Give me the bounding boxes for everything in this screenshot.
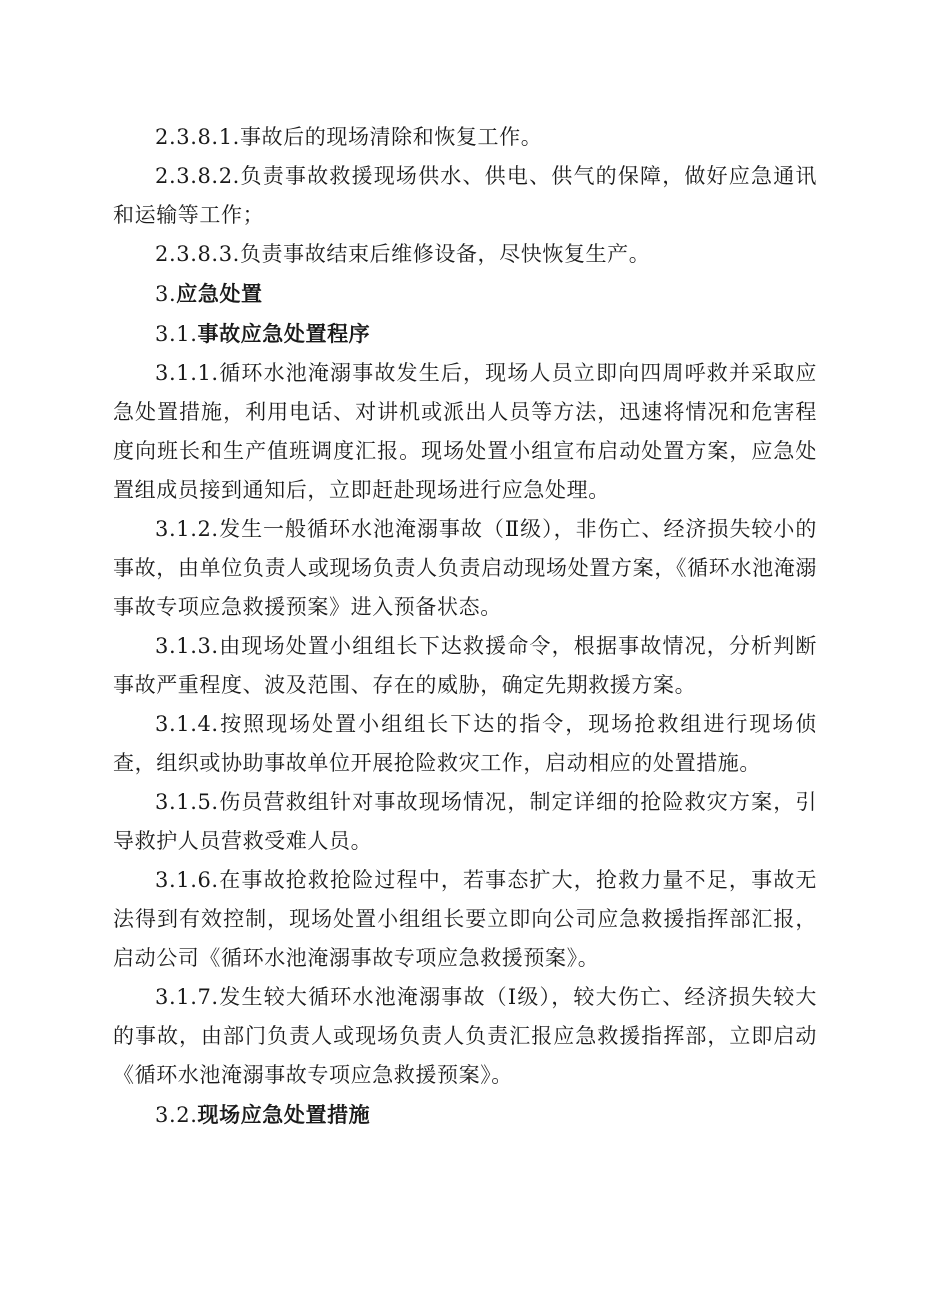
section-title: 事故应急处置程序 [197, 321, 371, 346]
paragraph-3-1-2: 3.1.2.发生一般循环水池淹溺事故（Ⅱ级），非伤亡、经济损失较小的事故，由单位负责人或现场负责人负责启动现场处置方案，《循环水池淹溺事故专项应急救援预案》进入预备状态。 [113, 517, 817, 619]
document-body [113, 118, 817, 1135]
paragraph-2-3-8-3: 2.3.8.3.负责事故结束后维修设备，尽快恢复生产。 [155, 242, 651, 266]
section-heading-3 [113, 274, 817, 314]
section-number: 3. [155, 282, 177, 306]
section-number: 3.2. [155, 1103, 198, 1127]
section-number: 3.1. [155, 322, 198, 346]
paragraph-3-1-7: 3.1.7.发生较大循环水池淹溺事故（Ⅰ级），较大伤亡、经济损失较大的事故，由部门负责人或现场负责人负责汇报应急救援指挥部，立即启动《循环水池淹溺事故专项应急救援预案》。 [113, 985, 817, 1087]
paragraph-3-1-4: 3.1.4.按照现场处置小组组长下达的指令，现场抢救组进行现场侦查，组织或协助事故单位开展抢险救灾工作，启动相应的处置措施。 [113, 712, 817, 775]
section-heading-3-2 [113, 1095, 817, 1135]
section-title: 应急处置 [176, 281, 263, 306]
section-heading-3-1 [113, 314, 817, 354]
paragraph-3-1-6: 3.1.6.在事故抢救抢险过程中，若事态扩大，抢救力量不足，事故无法得到有效控制，现场处置小组组长要立即向公司应急救援指挥部汇报，启动公司《循环水池淹溺事故专项应急救援预案》。 [113, 868, 817, 970]
paragraph-3-1-3: 3.1.3.由现场处置小组组长下达救援命令，根据事故情况，分析判断事故严重程度、波及范围、存在的威胁，确定先期救援方案。 [113, 634, 817, 697]
paragraph-3-1-5: 3.1.5.伤员营救组针对事故现场情况，制定详细的抢险救灾方案，引导救护人员营救受难人员。 [113, 790, 817, 853]
paragraph-2-3-8-1: 2.3.8.1.事故后的现场清除和恢复工作。 [155, 125, 543, 149]
paragraph-3-1-1: 3.1.1.循环水池淹溺事故发生后，现场人员立即向四周呼救并采取应急处置措施，利用电话、对讲机或派出人员等方法，迅速将情况和危害程度向班长和生产值班调度汇报。现场处置小组宣布启动处置方案，应急处置组成员接到通知后，立即赶赴现场进行应急处理。 [113, 361, 817, 502]
section-title: 现场应急处置措施 [197, 1102, 371, 1127]
paragraph-2-3-8-2: 2.3.8.2.负责事故救援现场供水、供电、供气的保障，做好应急通讯和运输等工作； [113, 164, 817, 227]
